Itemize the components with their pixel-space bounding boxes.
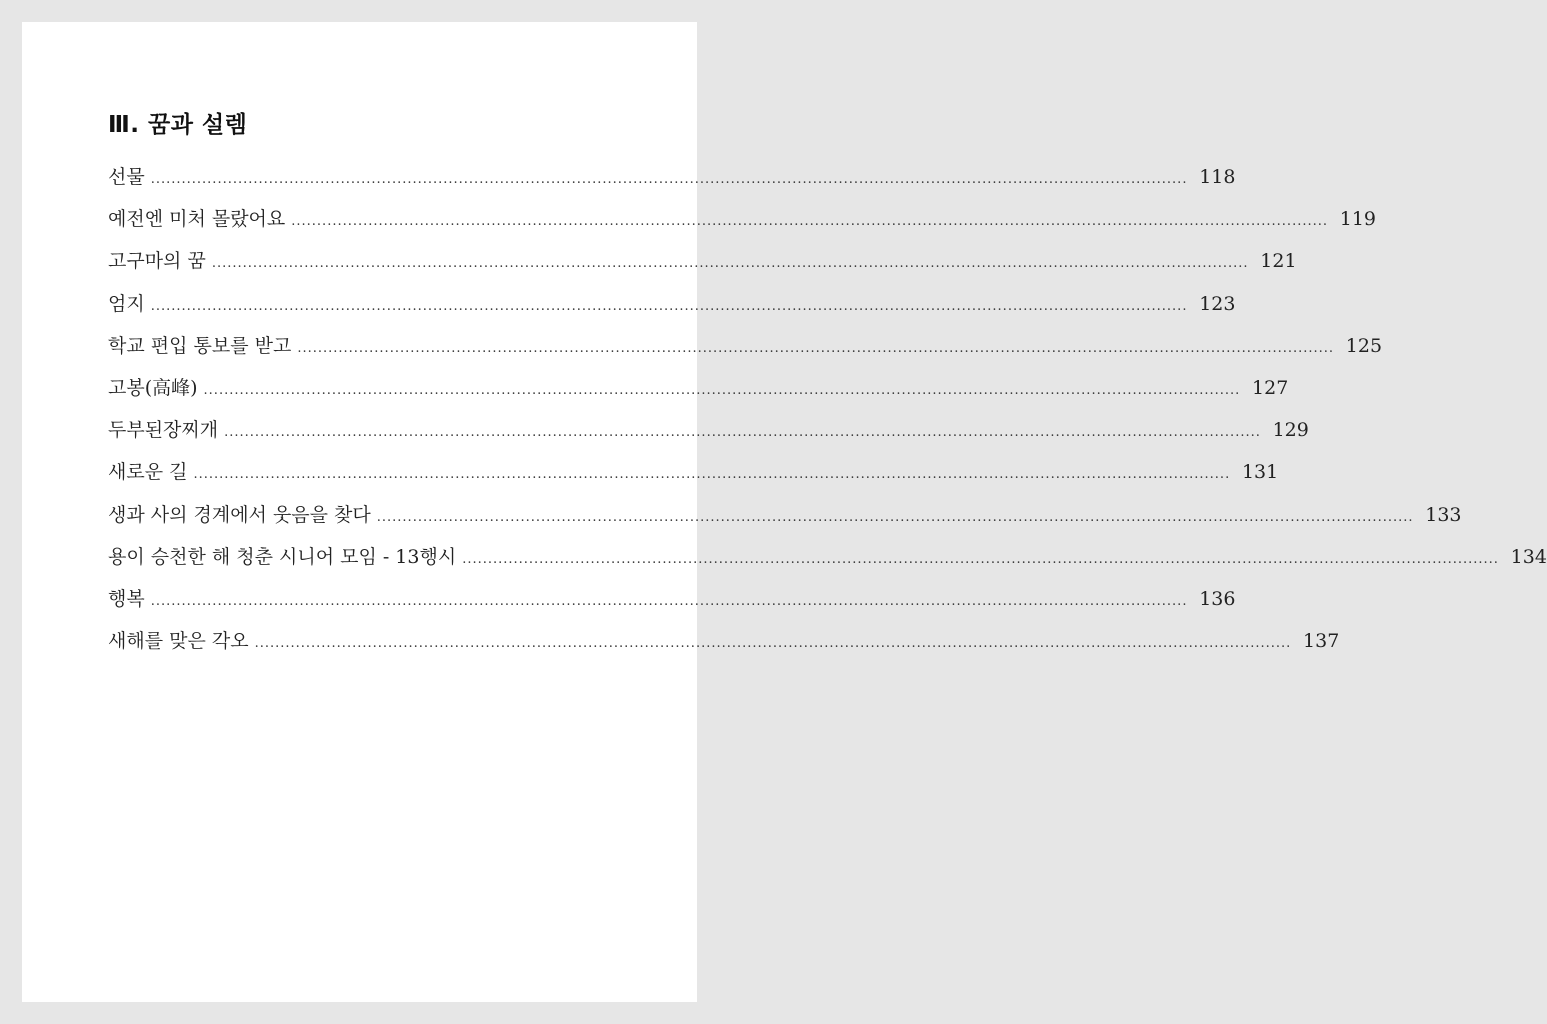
dot-leader: .......................................................................................................................................................................................................... xyxy=(150,593,1188,609)
toc-entry-title: 새해를 맞은 각오 xyxy=(108,630,249,653)
toc-entry-page-number: 136 xyxy=(1199,587,1236,610)
section-title: Ⅲ. 꿈과 설렘 xyxy=(108,112,248,138)
toc-entry-title: 엄지 xyxy=(108,292,145,315)
toc-entry-page-number: 119 xyxy=(1339,208,1376,231)
toc-entry-page-number: 123 xyxy=(1199,292,1236,315)
toc-entry[interactable] xyxy=(108,457,1279,499)
toc-entry[interactable] xyxy=(108,626,1340,668)
toc-entry-page-number: 133 xyxy=(1425,503,1462,526)
dot-leader: .......................................................................................................................................................................................................... xyxy=(462,551,1499,567)
dot-leader: .......................................................................................................................................................................................................... xyxy=(297,340,1335,356)
table-of-contents xyxy=(108,162,1547,668)
toc-entry[interactable] xyxy=(108,584,1236,626)
toc-entry-page-number: 118 xyxy=(1199,166,1236,188)
toc-entry[interactable] xyxy=(108,289,1236,331)
toc-entry-title: 고구마의 꿈 xyxy=(108,250,206,273)
dot-leader: .......................................................................................................................................................................................................... xyxy=(211,256,1249,272)
toc-entry[interactable] xyxy=(108,542,1547,584)
toc-entry-title: 용이 승천한 해 청춘 시니어 모임 - 13행시 xyxy=(108,545,457,568)
dot-leader: .......................................................................................................................................................................................................... xyxy=(193,467,1231,483)
toc-entry-title: 예전엔 미처 몰랐어요 xyxy=(108,208,286,231)
toc-entry-page-number: 134 xyxy=(1510,545,1547,568)
dot-leader: .......................................................................................................................................................................................................... xyxy=(291,214,1328,230)
toc-entry-page-number: 121 xyxy=(1260,250,1297,273)
toc-entry-title: 생과 사의 경계에서 웃음을 찾다 xyxy=(108,503,371,526)
toc-entry-page-number: 125 xyxy=(1345,334,1383,357)
dot-leader: .......................................................................................................................................................................................................... xyxy=(150,172,1188,187)
toc-entry-title: 행복 xyxy=(108,587,145,610)
dot-leader: .......................................................................................................................................................................................................... xyxy=(376,509,1414,525)
toc-entry-page-number: 127 xyxy=(1252,376,1289,399)
book-page xyxy=(22,22,1547,1002)
toc-entry-title: 학교 편입 통보를 받고 xyxy=(108,334,292,357)
toc-entry[interactable] xyxy=(108,500,1462,542)
dot-leader: .......................................................................................................................................................................................................... xyxy=(254,636,1292,652)
toc-entry[interactable] xyxy=(108,373,1289,415)
toc-entry[interactable] xyxy=(108,415,1309,457)
toc-entry-title: 선물 xyxy=(108,166,145,188)
dot-leader: .......................................................................................................................................................................................................... xyxy=(224,425,1261,441)
toc-entry[interactable] xyxy=(108,331,1383,373)
toc-entry[interactable] xyxy=(108,204,1376,246)
toc-entry[interactable] xyxy=(108,246,1297,288)
toc-entry-title: 두부된장찌개 xyxy=(108,419,219,442)
toc-entry-title: 고봉(高峰) xyxy=(108,376,198,399)
dot-leader: .......................................................................................................................................................................................................... xyxy=(150,298,1188,314)
toc-entry-page-number: 137 xyxy=(1303,630,1340,653)
dot-leader: .......................................................................................................................................................................................................... xyxy=(203,382,1241,398)
toc-entry-title: 새로운 길 xyxy=(108,461,188,484)
toc-entry-page-number: 131 xyxy=(1241,461,1279,484)
toc-entry[interactable] xyxy=(108,162,1236,204)
toc-entry-page-number: 129 xyxy=(1272,419,1309,442)
